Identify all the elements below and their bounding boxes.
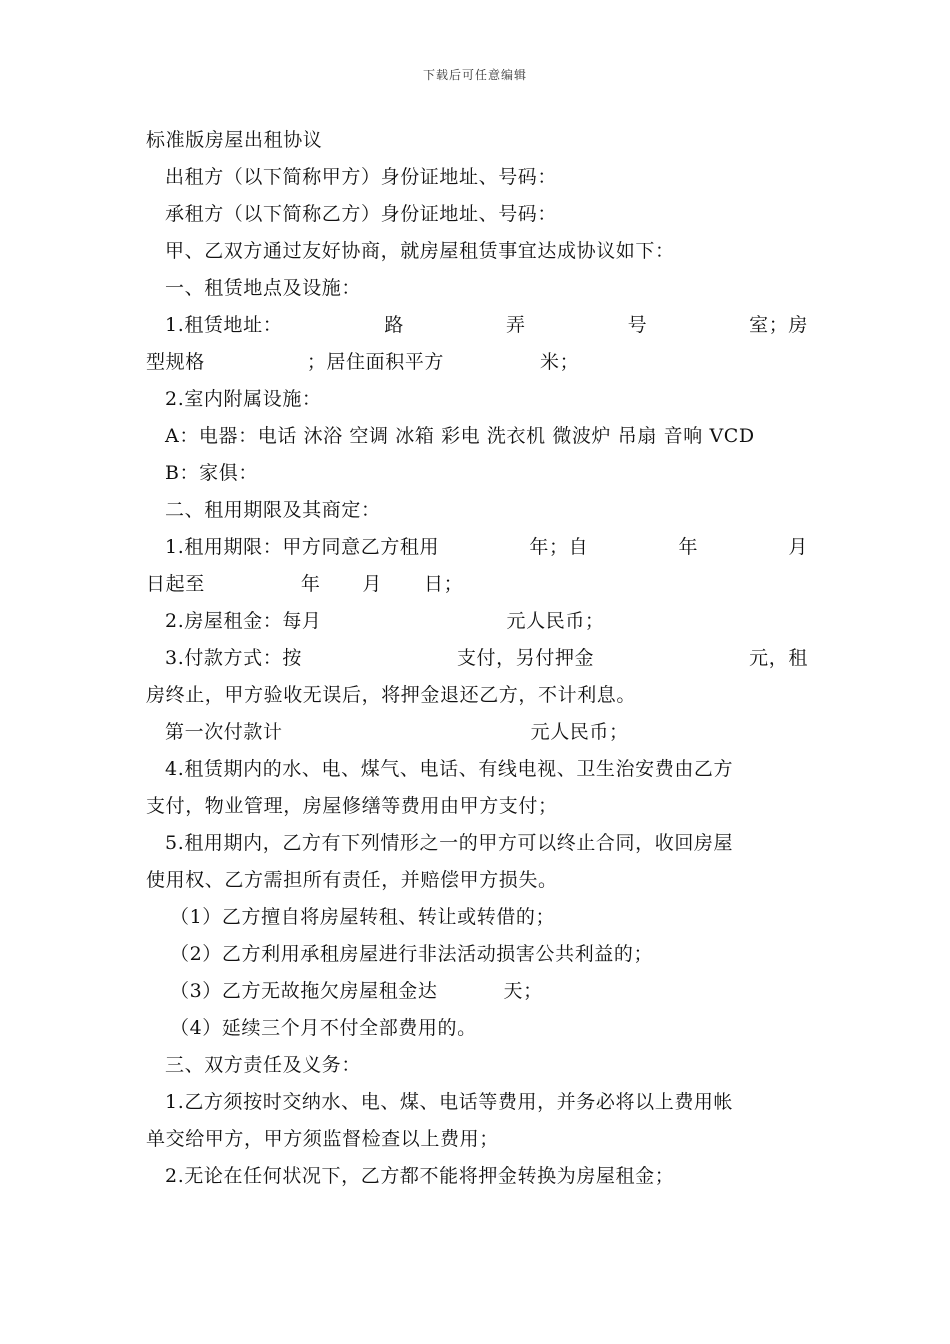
case-3: [146, 973, 808, 1010]
number-label: 号: [627, 314, 648, 336]
area-label: ；居住面积平方: [306, 351, 445, 373]
deposit-unit: 元，租: [749, 647, 808, 669]
first-payment-label: 第一次付款计: [165, 721, 283, 743]
case-3-unit: 天；: [503, 980, 543, 1002]
furniture-line: B：家俱：: [165, 462, 258, 484]
area-unit: 米；: [540, 351, 580, 373]
duty-1-line-1: 1.乙方须按时交纳水、电、煤、电话等费用，并务必将以上费用帐: [165, 1091, 734, 1113]
fees-line-2: 支付，物业管理，房屋修缮等费用由甲方支付；: [146, 795, 558, 817]
term-line: [146, 529, 808, 566]
address-label: 1.租赁地址：: [165, 314, 283, 336]
case-4: （4）延续三个月不付全部费用的。: [170, 1017, 477, 1039]
terminate-line-2: 使用权、乙方需担所有责任，并赔偿甲方损失。: [146, 869, 558, 891]
duty-2: 2.无论在任何状况下，乙方都不能将押金转换为房屋租金；: [165, 1165, 675, 1187]
end-month: 月: [362, 573, 383, 595]
case-2: （2）乙方利用承租房屋进行非法活动损害公共利益的；: [170, 943, 654, 965]
end-day: 日；: [424, 573, 464, 595]
fees-line-1: 4.租赁期内的水、电、煤气、电话、有线电视、卫生治安费由乙方: [165, 758, 734, 780]
payment-label: 3.付款方式：按: [165, 647, 302, 669]
case-1: （1）乙方擅自将房屋转租、转让或转借的；: [170, 906, 556, 928]
payment-line: [146, 640, 808, 677]
section1-heading: 一、租赁地点及设施：: [165, 277, 362, 299]
type-label: 型规格: [146, 351, 205, 373]
duty-1-line-2: 单交给甲方，甲方须监督检查以上费用；: [146, 1128, 499, 1150]
term-year-from: 年；自: [529, 536, 589, 558]
document-body: [146, 122, 808, 1195]
road-label: 路: [384, 314, 404, 336]
lessee-line: 承租方（以下简称乙方）身份证地址、号码：: [165, 203, 558, 225]
room-label: 室；房: [749, 314, 808, 336]
first-payment-unit: 元人民币；: [530, 721, 629, 743]
case-3-label: （3）乙方无故拖欠房屋租金达: [170, 980, 438, 1002]
rent-label: 2.房屋租金：每月: [165, 610, 322, 632]
rent-line: [146, 603, 808, 640]
facilities-label: 2.室内附属设施：: [165, 388, 322, 410]
term-year: 年: [678, 536, 699, 558]
section3-heading: 三、双方责任及义务：: [165, 1054, 362, 1076]
payment-mid: 支付，另付押金: [456, 647, 595, 669]
page-header-note: 下载后可任意编辑: [422, 68, 527, 82]
appliances-line: A：电器：电话 沐浴 空调 冰箱 彩电 洗衣机 微波炉 吊扇 音响 VCD: [165, 425, 755, 447]
term-end-line: [146, 566, 808, 603]
terminate-line-1: 5.租用期内，乙方有下列情形之一的甲方可以终止合同，收回房屋: [165, 832, 734, 854]
document-title: 标准版房屋出租协议: [146, 129, 323, 151]
lane-label: 弄: [505, 314, 526, 336]
room-type-line: [146, 344, 808, 381]
lessor-line: 出租方（以下简称甲方）身份证地址、号码：: [165, 166, 558, 188]
start-day-label: 日起至: [146, 573, 205, 595]
term-month: 月: [788, 536, 808, 558]
first-payment-line: [146, 714, 808, 751]
term-label: 1.租用期限：甲方同意乙方租用: [165, 536, 440, 558]
section2-heading: 二、租用期限及其商定：: [165, 499, 381, 521]
agreement-intro: 甲、乙双方通过友好协商，就房屋租赁事宜达成协议如下：: [165, 240, 675, 262]
deposit-return-line: 房终止，甲方验收无误后，将押金退还乙方，不计利息。: [146, 684, 637, 706]
end-year: 年: [300, 573, 321, 595]
rent-unit: 元人民币；: [506, 610, 605, 632]
rental-address-line: [146, 307, 808, 344]
